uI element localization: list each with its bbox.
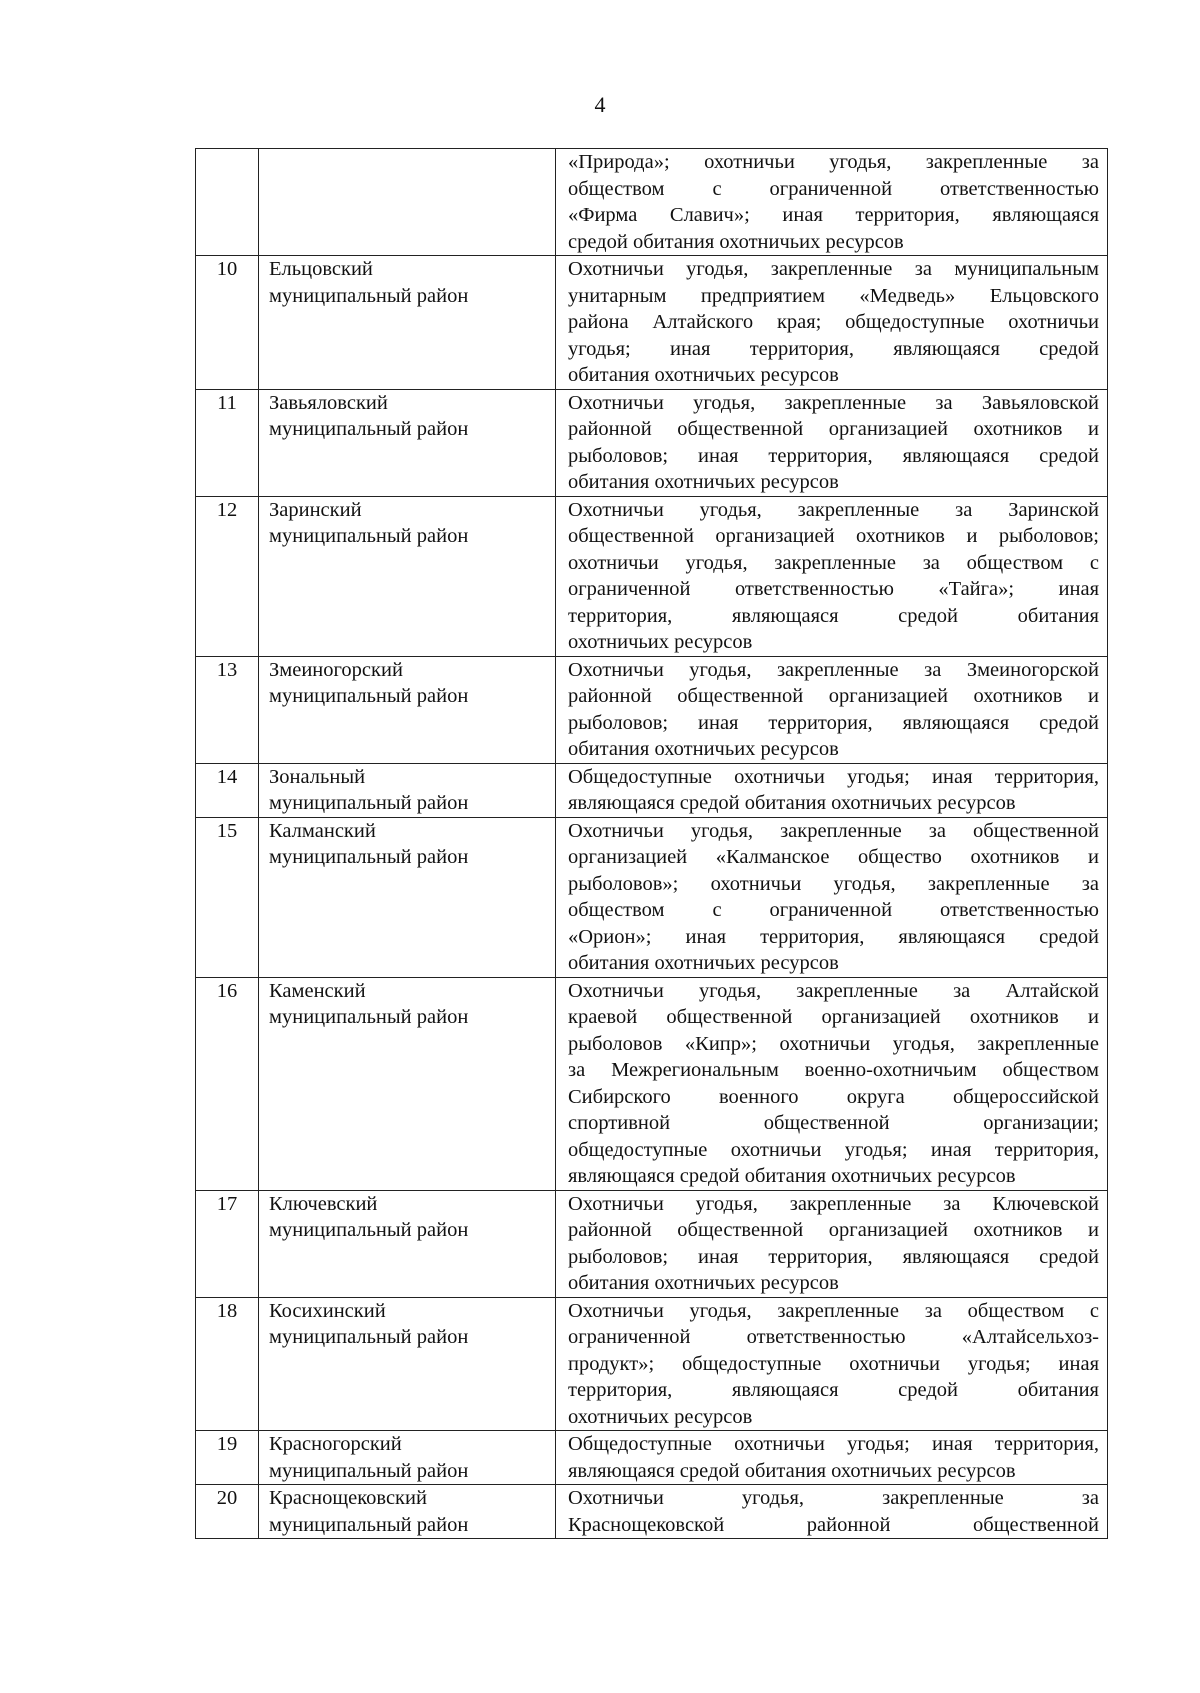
description-line: рыболовов «Кипр»; охотничьи угодья, закрепленные	[568, 1032, 1099, 1055]
description-line: обитания охотничьих ресурсов	[568, 1272, 839, 1294]
row-number: 16	[196, 977, 259, 1190]
description-line: обществом с ограниченной ответственностью	[568, 177, 1099, 200]
hunting-grounds-description	[556, 1190, 1108, 1297]
table-row	[196, 1431, 1108, 1485]
row-number	[196, 149, 259, 256]
district-name	[259, 817, 556, 977]
district-line: муниципальный район	[269, 1326, 469, 1348]
row-number: 11	[196, 389, 259, 496]
row-number: 14	[196, 763, 259, 817]
district-line: муниципальный район	[269, 846, 469, 868]
description-line: организацией «Калманское общество охотников и	[568, 846, 1099, 868]
district-line: Косихинский	[269, 1299, 386, 1322]
description-line: рыболовов»; охотничьи угодья, закрепленные за	[568, 872, 1099, 895]
description-line: районной общественной организацией охотников и	[568, 685, 1099, 707]
description-line: обществом с ограниченной ответственностью	[568, 899, 1099, 921]
description-line: общедоступные охотничьи угодья; иная территория,	[568, 1138, 1099, 1161]
hunting-grounds-description	[556, 817, 1108, 977]
hunting-grounds-description	[556, 1431, 1108, 1485]
district-name	[259, 1297, 556, 1431]
description-line: Охотничьи угодья, закрепленные за общественной	[568, 819, 1099, 842]
hunting-grounds-description	[556, 1297, 1108, 1431]
district-line: муниципальный район	[269, 525, 469, 547]
row-number: 10	[196, 256, 259, 390]
district-line: муниципальный район	[269, 1459, 469, 1482]
hunting-grounds-description	[556, 1485, 1108, 1539]
district-name	[259, 496, 556, 656]
description-line: спортивной общественной организации;	[568, 1112, 1099, 1134]
description-line: Общедоступные охотничьи угодья; иная территория,	[568, 765, 1099, 788]
table-row	[196, 817, 1108, 977]
district-line: Ельцовский	[269, 258, 373, 280]
district-name	[259, 149, 556, 256]
district-line: Завьяловский	[269, 391, 388, 414]
hunting-grounds-table	[195, 148, 1108, 1539]
description-line: обитания охотничьих ресурсов	[568, 738, 839, 760]
description-line: являющаяся средой обитания охотничьих ресурсов	[568, 1165, 1016, 1187]
table-row	[196, 496, 1108, 656]
district-line: муниципальный район	[269, 1513, 469, 1536]
description-line: районной общественной организацией охотников и	[568, 418, 1099, 440]
district-name	[259, 656, 556, 763]
district-line: муниципальный район	[269, 1006, 469, 1028]
description-line: районной общественной организацией охотников и	[568, 1219, 1099, 1241]
table-row	[196, 149, 1108, 256]
description-line: Охотничьи угодья, закрепленные за Ключевской	[568, 1192, 1099, 1215]
description-line: рыболовов; иная территория, являющаяся средой	[568, 1245, 1099, 1268]
description-line: Охотничьи угодья, закрепленные за Заринской	[568, 498, 1099, 521]
table-row	[196, 763, 1108, 817]
description-line: за Межрегиональным военно-охотничьим обществом	[568, 1059, 1099, 1081]
hunting-grounds-description	[556, 149, 1108, 256]
district-line: Краснощековский	[269, 1487, 427, 1509]
hunting-grounds-description	[556, 389, 1108, 496]
description-line: Охотничьи угодья, закрепленные за Завьяловской	[568, 391, 1099, 414]
table-row	[196, 977, 1108, 1190]
description-line: являющаяся средой обитания охотничьих ресурсов	[568, 1459, 1016, 1482]
page-number: 4	[594, 92, 606, 117]
district-line: муниципальный район	[269, 792, 469, 814]
district-name	[259, 1485, 556, 1539]
description-line: Охотничьи угодья, закрепленные за Змеиногорской	[568, 658, 1099, 681]
row-number: 12	[196, 496, 259, 656]
district-name	[259, 977, 556, 1190]
description-line: обитания охотничьих ресурсов	[568, 952, 839, 974]
table-row	[196, 1485, 1108, 1539]
district-name	[259, 389, 556, 496]
district-line: муниципальный район	[269, 418, 469, 440]
description-line: территория, являющаяся средой обитания	[568, 1379, 1099, 1401]
description-line: территория, являющаяся средой обитания	[568, 604, 1099, 627]
description-line: «Фирма Славич»; иная территория, являющаяся	[568, 204, 1099, 226]
district-line: Зональный	[269, 765, 366, 788]
description-line: рыболовов; иная территория, являющаяся средой	[568, 711, 1099, 734]
district-line: Змеиногорский	[269, 658, 403, 681]
description-line: «Орион»; иная территория, являющаяся средой	[568, 925, 1099, 948]
hunting-grounds-description	[556, 656, 1108, 763]
district-line: Каменский	[269, 979, 366, 1002]
description-line: Сибирского военного округа общероссийской	[568, 1085, 1099, 1108]
table-row	[196, 656, 1108, 763]
description-line: ограниченной ответственностью «Алтайсельхоз-	[568, 1326, 1099, 1348]
district-line: Калманский	[269, 819, 376, 842]
description-line: Общедоступные охотничьи угодья; иная территория,	[568, 1433, 1099, 1455]
description-line: общественной организацией охотников и рыболовов;	[568, 525, 1099, 547]
description-line: обитания охотничьих ресурсов	[568, 471, 839, 493]
table-body	[196, 149, 1108, 1539]
district-line: муниципальный район	[269, 1219, 469, 1241]
description-line: унитарным предприятием «Медведь» Ельцовского	[568, 284, 1099, 307]
district-name	[259, 763, 556, 817]
district-line: муниципальный район	[269, 685, 469, 707]
district-line: Ключевский	[269, 1192, 378, 1215]
row-number: 13	[196, 656, 259, 763]
row-number: 18	[196, 1297, 259, 1431]
district-line: Заринский	[269, 498, 362, 521]
row-number: 20	[196, 1485, 259, 1539]
row-number: 15	[196, 817, 259, 977]
description-line: охотничьих ресурсов	[568, 1405, 753, 1428]
hunting-grounds-description	[556, 256, 1108, 390]
description-line: рыболовов; иная территория, являющаяся средой	[568, 444, 1099, 467]
description-line: являющаяся средой обитания охотничьих ресурсов	[568, 792, 1016, 814]
district-name	[259, 1431, 556, 1485]
description-line: продукт»; общедоступные охотничьи угодья; иная	[568, 1352, 1099, 1375]
table-row	[196, 389, 1108, 496]
table-row	[196, 1190, 1108, 1297]
hunting-grounds-description	[556, 977, 1108, 1190]
description-line: обитания охотничьих ресурсов	[568, 364, 839, 386]
description-line: Охотничьи угодья, закрепленные за муниципальным	[568, 258, 1099, 280]
row-number: 17	[196, 1190, 259, 1297]
description-line: района Алтайского края; общедоступные охотничьи	[568, 311, 1099, 333]
description-line: охотничьих ресурсов	[568, 631, 753, 653]
description-line: краевой общественной организацией охотников и	[568, 1006, 1099, 1028]
table-row	[196, 1297, 1108, 1431]
district-name	[259, 256, 556, 390]
description-line: средой обитания охотничьих ресурсов	[568, 230, 904, 253]
description-line: угодья; иная территория, являющаяся средой	[568, 337, 1099, 360]
district-line: Красногорский	[269, 1433, 402, 1455]
table-row	[196, 256, 1108, 390]
hunting-grounds-description	[556, 496, 1108, 656]
description-line: Краснощековской районной общественной	[568, 1513, 1099, 1536]
description-line: ограниченной ответственностью «Тайга»; иная	[568, 578, 1099, 600]
description-line: Охотничьи угодья, закрепленные за	[568, 1487, 1099, 1509]
district-line: муниципальный район	[269, 284, 469, 307]
description-line: «Природа»; охотничьи угодья, закрепленные за	[568, 151, 1099, 173]
description-line: Охотничьи угодья, закрепленные за Алтайской	[568, 979, 1099, 1002]
description-line: Охотничьи угодья, закрепленные за обществом с	[568, 1299, 1099, 1322]
district-name	[259, 1190, 556, 1297]
row-number: 19	[196, 1431, 259, 1485]
hunting-grounds-description	[556, 763, 1108, 817]
description-line: охотничьи угодья, закрепленные за обществом с	[568, 551, 1099, 574]
